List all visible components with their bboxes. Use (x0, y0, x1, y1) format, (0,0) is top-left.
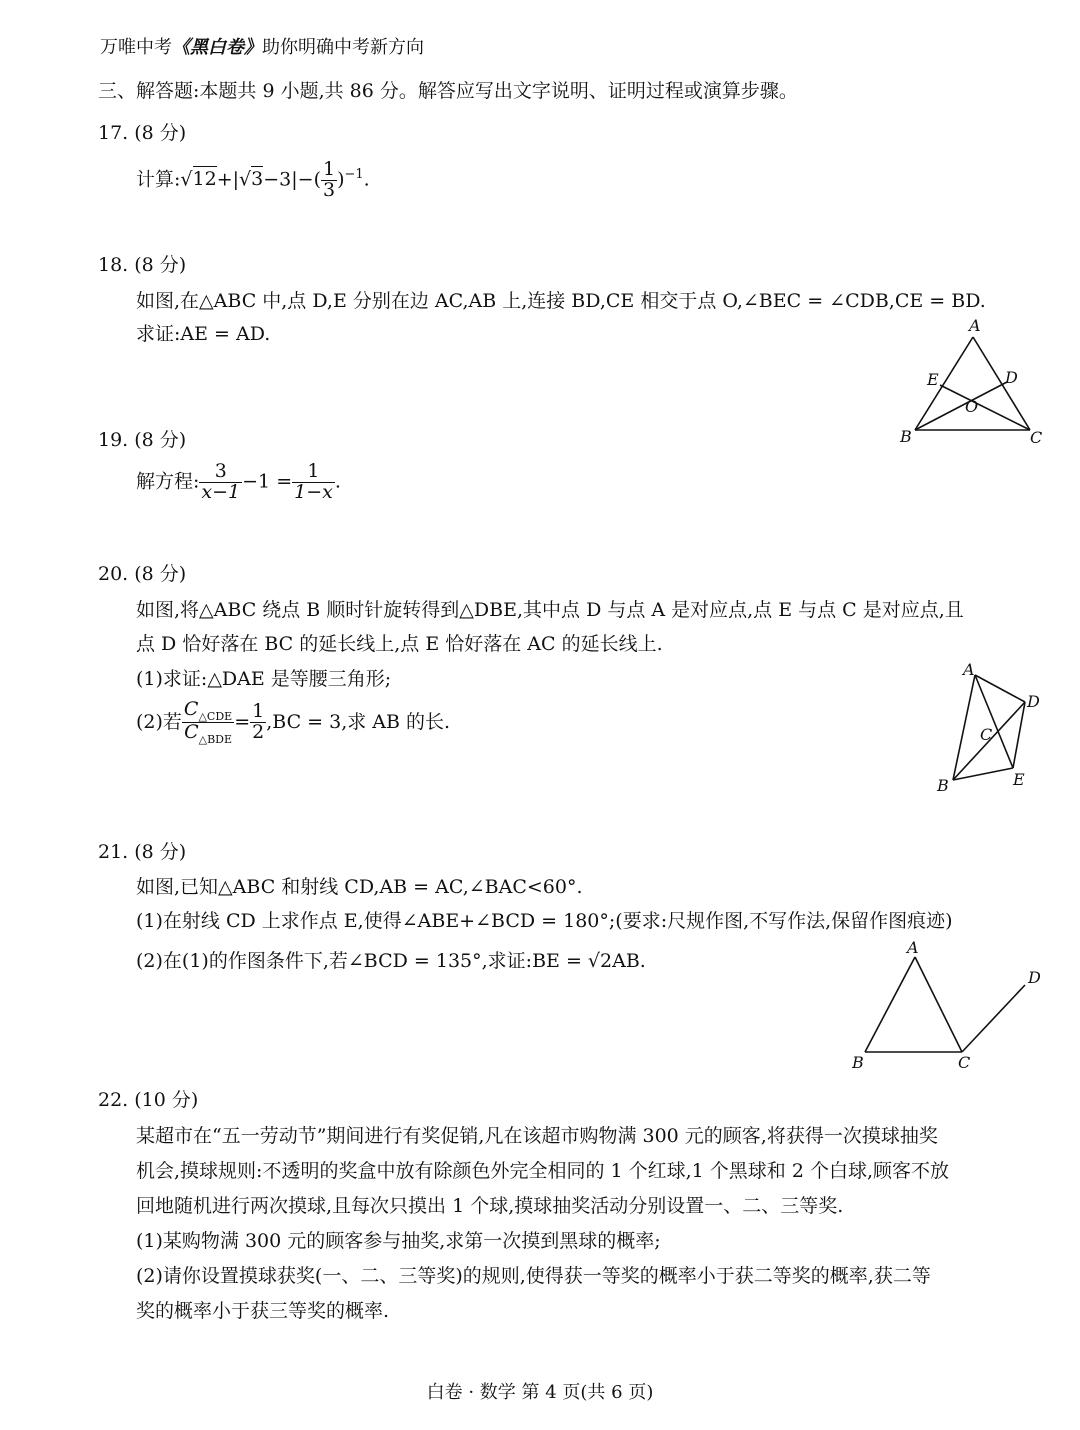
q17-header (98, 118, 186, 145)
label-C: C (1030, 428, 1043, 447)
numerator: 3 (199, 462, 242, 483)
q20-figure (925, 655, 1055, 800)
label-B: B (937, 776, 949, 795)
label-B: B (852, 1053, 864, 1072)
q20-part2 (136, 700, 450, 746)
q20-number: 20. (98, 563, 129, 585)
q19-end: . (334, 470, 341, 493)
section-title: 三、解答题:本题共 9 小题,共 86 分。解答应写出文字说明、证明过程或演算步骤。 (98, 80, 798, 102)
denominator: $C_{\triangle BDE}$ (184, 721, 233, 747)
q22-score: (10 分) (134, 1089, 199, 1111)
sqrt-sign: √ (180, 168, 193, 191)
numerator: 1 (292, 462, 335, 483)
q20-part2-prefix: (2)若 (136, 710, 182, 733)
numerator: 1 (322, 158, 336, 180)
label-D: D (1027, 692, 1040, 711)
q22-line3: 回地随机进行两次摸球,且每次只摸出 1 个球,摸球抽奖活动分别设置一、二、三等奖. (136, 1195, 844, 1217)
numerator: $C_{\triangle CDE}$ (183, 698, 233, 723)
segment-AB (915, 337, 973, 430)
q19-mid: −1 = (242, 470, 293, 493)
q18-figure (890, 315, 1050, 450)
header-suffix: 助你明确中考新方向 (262, 37, 424, 58)
denominator: x−1 (201, 480, 241, 503)
q21-number: 21. (98, 841, 129, 863)
label-A: A (969, 316, 981, 335)
label-B: B (900, 427, 912, 446)
q19-fraction-2 (292, 462, 335, 503)
q18-line2: 求证:AE = AD. (136, 323, 271, 345)
label-D: D (1005, 368, 1018, 387)
label-C: C (980, 725, 993, 744)
q22-part1: (1)某购物满 300 元的顾客参与抽奖,求第一次摸到黑球的概率; (136, 1230, 661, 1252)
q17-prompt: 计算: (136, 168, 181, 191)
q21-part2: (2)在(1)的作图条件下,若∠BCD = 135°,求证:BE = √2AB. (136, 950, 646, 972)
q17-close: ) (337, 168, 345, 191)
numerator: 1 (252, 700, 265, 723)
q20-ratio-fraction (182, 700, 234, 746)
q19-score: (8 分) (134, 429, 187, 451)
page-footer: 白卷 · 数学 第 4 页(共 6 页) (426, 1382, 654, 1403)
segment-AC (915, 957, 962, 1052)
label-A: A (963, 660, 975, 679)
q21-figure (840, 935, 1050, 1075)
denominator: 1−x (294, 480, 333, 503)
q17-mid: +| (216, 168, 240, 191)
sqrt-sign: √ (239, 168, 252, 191)
segment-BD (915, 382, 1007, 430)
q17-end: . (363, 168, 370, 191)
ray-CD (962, 985, 1025, 1052)
header-brand: 《黑白卷》 (172, 37, 262, 58)
q20-header (98, 559, 186, 586)
q17-radicand-2: 3 (251, 168, 264, 191)
q18-line1: 如图,在△ABC 中,点 D,E 分别在边 AC,AB 上,连接 BD,CE 相交于点 O,∠BEC = ∠CDB,CE = BD. (136, 290, 986, 312)
q20-equals: = (234, 710, 251, 733)
label-D: D (1028, 968, 1041, 987)
q22-line2: 机会,摸球规则:不透明的奖盒中放有除颜色外完全相同的 1 个红球,1 个黑球和 2 个白球,顾客不放 (136, 1160, 949, 1182)
q20-line1: 如图,将△ABC 绕点 B 顺时针旋转得到△DBE,其中点 D 与点 A 是对应点,点 E 与点 C 是对应点,且 (136, 599, 964, 621)
q17-fraction (321, 160, 337, 201)
label-A: A (907, 938, 919, 957)
q19-number: 19. (98, 429, 129, 451)
q17-score: (8 分) (134, 122, 187, 144)
q22-line1: 某超市在“五一劳动节”期间进行有奖促销,凡在该超市购物满 300 元的顾客,将获得一次摸球抽奖 (136, 1125, 938, 1147)
page-header (100, 33, 424, 59)
q21-score: (8 分) (134, 841, 187, 863)
q17-exponent: −1 (344, 167, 364, 183)
q19-fraction-1 (199, 462, 242, 503)
q22-number: 22. (98, 1089, 129, 1111)
denominator: 3 (322, 178, 336, 201)
label-O: O (965, 397, 979, 416)
q19-header (98, 425, 186, 452)
label-E: E (927, 370, 939, 389)
q18-number: 18. (98, 254, 129, 276)
q19-equation (136, 462, 341, 503)
header-prefix: 万唯中考 (100, 37, 172, 58)
q20-score: (8 分) (134, 563, 187, 585)
q19-prompt: 解方程: (136, 470, 200, 493)
q22-part2b: 奖的概率小于获三等奖的概率. (136, 1300, 390, 1322)
q21-header (98, 837, 186, 864)
q17-number: 17. (98, 122, 129, 144)
q18-score: (8 分) (134, 254, 187, 276)
segment-AB (865, 957, 915, 1052)
q17-tail: −3|−( (263, 168, 321, 191)
q21-line1: 如图,已知△ABC 和射线 CD,AB = AC,∠BAC<60°. (136, 876, 583, 898)
q20-half-fraction (250, 702, 266, 743)
q18-header (98, 250, 186, 277)
denominator: 2 (252, 721, 265, 744)
q20-part1: (1)求证:△DAE 是等腰三角形; (136, 668, 392, 690)
q17-expression (136, 160, 370, 201)
q20-part2-suffix: ,BC = 3,求 AB 的长. (266, 710, 451, 733)
label-E: E (1013, 770, 1025, 789)
segment-AB (953, 675, 975, 780)
q20-line2: 点 D 恰好落在 BC 的延长线上,点 E 恰好落在 AC 的延长线上. (136, 633, 663, 655)
segment-AD (975, 675, 1025, 702)
q21-part1: (1)在射线 CD 上求作点 E,使得∠ABE+∠BCD = 180°;(要求:尺规作图,不写作法,保留作图痕迹) (136, 910, 953, 932)
q22-part2a: (2)请你设置摸球获奖(一、二、三等奖)的规则,使得获一等奖的概率小于获二等奖的概率,获二等 (136, 1265, 931, 1287)
q22-header (98, 1085, 198, 1112)
q17-radicand-1: 12 (192, 168, 217, 191)
label-C: C (958, 1053, 971, 1072)
